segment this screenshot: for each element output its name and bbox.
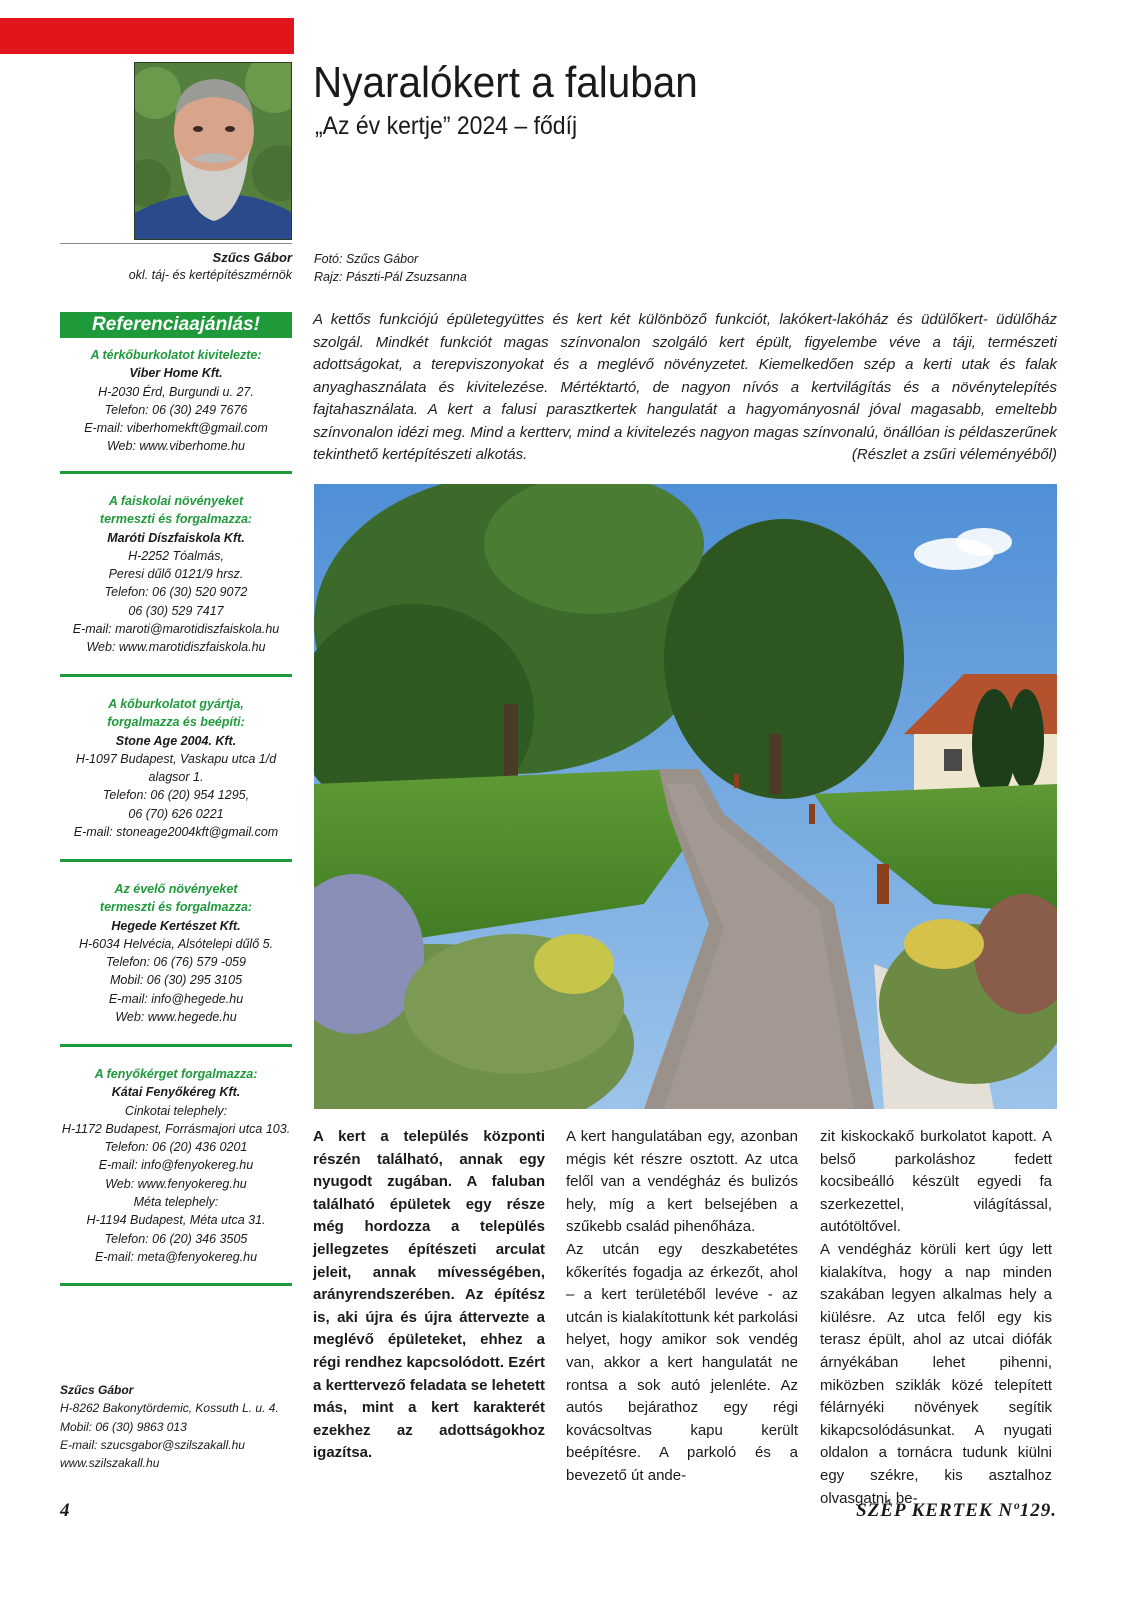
reference-heading: Az évelő növényeket xyxy=(114,882,238,896)
reference-line: Cinkotai telephely: xyxy=(124,1103,228,1118)
reference-line: Web: www.marotidiszfaiskola.hu xyxy=(86,640,266,655)
green-divider xyxy=(60,859,292,862)
divider xyxy=(60,243,292,244)
reference-line: E-mail: maroti@marotidiszfaiskola.hu xyxy=(72,622,280,637)
reference-line: Web: www.fenyokereg.hu xyxy=(105,1176,247,1191)
reference-line: Telefon: 06 (20) 954 1295, xyxy=(102,788,250,803)
reference-line: Web: www.viberhome.hu xyxy=(106,439,246,454)
reference-heading: A fenyőkérget forgalmazza: xyxy=(94,1067,258,1081)
reference-company: Viber Home Kft. xyxy=(129,366,223,381)
photo-credit: Fotó: Szűcs Gábor xyxy=(314,252,419,266)
reference-block xyxy=(60,492,292,657)
jury-quote-text: A kettős funkciójú épületegyüttes és kert két különböző funkciót, lakókert-lakóház és üdülőkert- üdülőház szolgál. Mindkét funkciót magas színvonalon szolgáló kert épült, figyelembe véve a táji, természeti adottságokat, a terepviszonyokat és a meglévő növényzetet. Kiemelkedően szép a kerti utak és falak anyaghasználata és kivitelezése. Mértéktartó, de nagyon nívós a kertvilágítás és a növénytelepítés fajtahasználata. A kert a falusi parasztkertek hangulatát a hagyományosnál jóval magasabb, emeltebb színvonalon idézi meg. Mind a kertterv, mind a kivitelezés nagyon magas színvonalú, önállóan is példaszerűnek tekinthető kertépítészeti alkotás. xyxy=(313,311,1057,463)
drawing-credit: Rajz: Pászti-Pál Zsuzsanna xyxy=(314,270,467,284)
photo-credits xyxy=(314,250,467,286)
reference-line: H-1172 Budapest, Forrásmajori utca 103. xyxy=(61,1121,291,1136)
reference-block xyxy=(60,695,292,841)
reference-block xyxy=(60,880,292,1026)
reference-line: alagsor 1. xyxy=(148,770,204,785)
contact-line: H-8262 Bakonytördemic, Kossuth L. u. 4. xyxy=(60,1401,279,1416)
reference-line: H-2030 Érd, Burgundi u. 27. xyxy=(98,384,254,399)
author-role: okl. táj- és kertépítészmérnök xyxy=(128,268,292,282)
garden-photo-image xyxy=(314,484,1057,1109)
reference-line: H-1097 Budapest, Vaskapu utca 1/d xyxy=(75,751,277,766)
body-paragraph: zit kiskockakő burkolatot kapott. A belső parkoláshoz fedett kocsibeálló készült egyedi fa szerkezettel, világítással, autótöltővel. xyxy=(820,1128,1052,1236)
body-paragraph: A vendégház körüli kert úgy lett kialakítva, hogy a nap minden szakában legyen alkalmas hely a kiülésre. Az utca felől egy kis terasz épült, ahol az utcai diófák árnyékában lehet pihenni, miközben sziklák közé telepített félárnyéki növények segítik kikapcsolódásunkat. A nyugati oldalon a tornácra tudunk kiülni egy székre, kis asztalhoz olvasgatni, be- xyxy=(820,1240,1052,1507)
body-paragraph: A kert a település központi részén található, annak egy nyugodt zugában. A faluban található épületek egy része még hordozza a település jellegzetes építészeti arculat jeleit, annak mívességében, arányrendszerében. Az építész is, aki újra és újra áttervezte a meglévő épületeket, ehhez a régi rendhez kapcsolódott. Ezért a kerttervező feladata se lehetett más, mint a kert karakterét ezekhez az adottságokhoz igazítsa. xyxy=(313,1128,545,1462)
reference-block xyxy=(60,346,292,456)
green-divider xyxy=(60,674,292,677)
reference-company: Hegede Kertészet Kft. xyxy=(111,918,241,933)
reference-line: Mobil: 06 (30) 295 3105 xyxy=(109,973,243,988)
body-paragraph: Az utcán egy deszkabetétes kőkerítés fogadja az érkezőt, ahol – a kert területéből levéve - az utcán is kialakítottunk két parkolási helyet, hogy amikor sok vendég van, akkor a kert hangulatát ne rontsa a sok autó jelenléte. Az autós bejárathoz egy régi kovácsoltvas kapu került beépítésre. A parkoló és a bevezető út ande- xyxy=(566,1240,798,1484)
author-contact xyxy=(60,1381,300,1472)
body-paragraph: A kert hangulatában egy, azonban mégis két részre osztott. Az utca felől van a vendégház és bulizós hely, míg a kert belsejében a szűkebb család pihenőháza. xyxy=(566,1128,798,1236)
reference-heading: A faiskolai növényeket xyxy=(108,494,244,508)
reference-header: Referenciaajánlás! xyxy=(60,312,292,338)
reference-line: Méta telephely: xyxy=(133,1195,219,1210)
portrait-image xyxy=(135,63,292,240)
author-name: Szűcs Gábor xyxy=(212,250,292,265)
reference-company: Maróti Díszfaiskola Kft. xyxy=(107,530,245,545)
reference-line: 06 (70) 626 0221 xyxy=(128,806,224,821)
green-divider xyxy=(60,1044,292,1047)
reference-line: Telefon: 06 (76) 579 -059 xyxy=(106,955,246,970)
reference-line: H-6034 Helvécia, Alsótelepi dűlő 5. xyxy=(78,936,274,951)
reference-line: Peresi dűlő 0121/9 hrsz. xyxy=(108,567,244,582)
jury-quote xyxy=(313,309,1057,467)
reference-line: Telefon: 06 (20) 436 0201 xyxy=(104,1140,248,1155)
body-column-2 xyxy=(566,1126,798,1488)
reference-line: Telefon: 06 (30) 520 9072 xyxy=(104,585,248,600)
reference-line: 06 (30) 529 7417 xyxy=(128,603,224,618)
reference-line: E-mail: meta@fenyokereg.hu xyxy=(94,1249,258,1264)
green-divider xyxy=(60,471,292,474)
contact-name: Szűcs Gábor xyxy=(60,1383,134,1397)
page-number: 4 xyxy=(60,1500,70,1521)
contact-line: www.szilszakall.hu xyxy=(60,1456,160,1471)
reference-block xyxy=(60,1065,292,1266)
contact-line: Mobil: 06 (30) 9863 013 xyxy=(60,1419,187,1434)
red-header-bar xyxy=(0,18,294,54)
reference-line: H-2252 Tóalmás, xyxy=(128,548,224,563)
contact-line: E-mail: szucsgabor@szilszakall.hu xyxy=(60,1437,245,1452)
reference-heading: A kőburkolatot gyártja, xyxy=(108,697,244,711)
article-title: Nyaralókert a faluban xyxy=(313,58,698,107)
body-column-1 xyxy=(313,1126,545,1465)
reference-line: E-mail: info@fenyokereg.hu xyxy=(98,1158,254,1173)
reference-line: E-mail: stoneage2004kft@gmail.com xyxy=(73,825,279,840)
author-portrait xyxy=(134,62,292,240)
reference-line: E-mail: info@hegede.hu xyxy=(108,991,244,1006)
reference-line: Web: www.hegede.hu xyxy=(115,1010,237,1025)
reference-company: Kátai Fenyőkéreg Kft. xyxy=(111,1085,241,1100)
garden-photo xyxy=(314,484,1057,1109)
reference-line: Telefon: 06 (30) 249 7676 xyxy=(104,402,248,417)
reference-company: Stone Age 2004. Kft. xyxy=(115,733,237,748)
reference-heading: A térkőburkolatot kivitelezte: xyxy=(90,348,262,362)
body-column-3 xyxy=(820,1126,1052,1510)
reference-heading: termeszti és forgalmazza: xyxy=(99,900,253,915)
reference-line: E-mail: viberhomekft@gmail.com xyxy=(84,421,268,436)
reference-heading: forgalmazza és beépíti: xyxy=(107,715,245,730)
reference-heading: termeszti és forgalmazza: xyxy=(99,512,253,527)
reference-line: Telefon: 06 (20) 346 3505 xyxy=(104,1231,248,1246)
magazine-name: SZÉP KERTEK Nº129. xyxy=(856,1500,1057,1521)
jury-quote-source: (Részlet a zsűri véleményéből) xyxy=(851,446,1057,463)
reference-line: H-1194 Budapest, Méta utca 31. xyxy=(86,1213,266,1228)
green-divider xyxy=(60,1283,292,1286)
article-subtitle: „Az év kertje” 2024 – fődíj xyxy=(315,112,578,140)
